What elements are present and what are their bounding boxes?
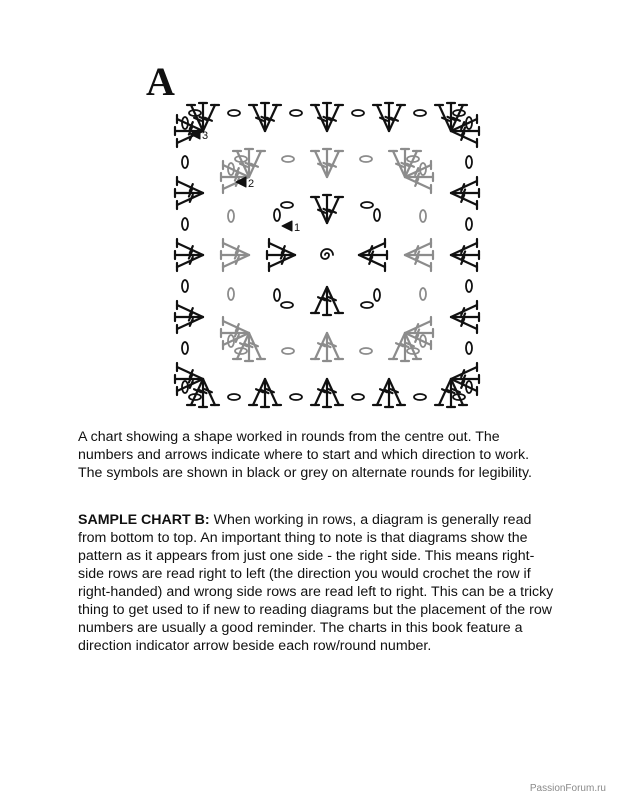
round-3-chain xyxy=(182,218,188,230)
chart-caption: A chart showing a shape worked in rounds from the centre out. The numbers and arrows indicate where to start and which direction to work. The symbols are shown in black or grey on alternate rounds for legibility. xyxy=(78,429,532,481)
round-3-chain xyxy=(466,156,472,168)
round-2-arrow-icon xyxy=(236,177,246,187)
round-2-fan xyxy=(311,333,343,361)
round-3-chain xyxy=(182,156,188,168)
round-2-fan xyxy=(405,239,433,271)
round-1-corner-chain xyxy=(374,289,380,301)
round-3-chain xyxy=(466,218,472,230)
round-1-corner-chain xyxy=(274,289,280,301)
round-3-fan xyxy=(451,177,479,209)
round-3-chain xyxy=(466,342,472,354)
round-3-fan xyxy=(311,379,343,407)
round-2-fan xyxy=(221,239,249,271)
round-1-corner-chain xyxy=(281,202,293,208)
round-3-chain xyxy=(290,394,302,400)
round-2-chain xyxy=(360,348,372,354)
round-3-chain xyxy=(182,342,188,354)
round-3-chain xyxy=(414,110,426,116)
round-1-corner-chain xyxy=(374,209,380,221)
round-3-fan xyxy=(311,103,343,131)
round-2-chain xyxy=(420,288,426,300)
round-1-corner-chain xyxy=(361,202,373,208)
magic-ring-spiral xyxy=(321,249,333,259)
round-3-chain xyxy=(228,110,240,116)
round-2-chain xyxy=(228,288,234,300)
round-1-fan xyxy=(311,195,343,223)
round-3-fan xyxy=(249,103,281,131)
round-2-chain xyxy=(420,210,426,222)
round-3-chain xyxy=(290,110,302,116)
crochet-chart-diagram xyxy=(172,100,482,410)
round-1-arrow-icon xyxy=(282,221,292,231)
round-3-fan xyxy=(451,239,479,271)
round-number-1: 1 xyxy=(294,222,301,234)
round-3-chain xyxy=(352,110,364,116)
watermark: PassionForum.ru xyxy=(529,783,606,794)
sample-chart-heading: SAMPLE CHART B: xyxy=(78,512,210,528)
round-2-chain xyxy=(228,210,234,222)
round-3-chain xyxy=(414,394,426,400)
sample-chart-text: When working in rows, a diagram is generally read from bottom to top. An important thing to note is that diagrams show the pattern as it appears from just one side - the right side. This means right-side rows are read right to left (the direction you would crochet the row if right-handed) and wrong side rows are read left to right. This can be a tricky thing to get used to if new to reading diagrams but the placement of the row numbers are usually a good reminder. The charts in this book feature a direction indicator arrow beside each row/round number. xyxy=(78,512,554,654)
round-2-chain xyxy=(282,156,294,162)
round-2-chain xyxy=(282,348,294,354)
round-1-fan xyxy=(311,287,343,315)
round-3-fan xyxy=(175,301,203,333)
round-3-chain xyxy=(466,280,472,292)
round-3-chain xyxy=(228,394,240,400)
chart-letter: A xyxy=(146,59,175,104)
round-3-fan xyxy=(175,239,203,271)
round-3-fan xyxy=(175,177,203,209)
round-3-chain xyxy=(182,280,188,292)
round-3-fan xyxy=(373,103,405,131)
round-2-chain xyxy=(360,156,372,162)
round-1-fan xyxy=(267,239,295,271)
round-1-fan xyxy=(359,239,387,271)
round-3-fan xyxy=(373,379,405,407)
round-1-corner-chain xyxy=(361,302,373,308)
round-3-fan xyxy=(451,301,479,333)
round-number-2: 2 xyxy=(248,178,255,190)
round-1-corner-chain xyxy=(281,302,293,308)
round-3-fan xyxy=(249,379,281,407)
round-3-chain xyxy=(352,394,364,400)
round-2-fan xyxy=(311,149,343,177)
sample-chart-b-paragraph xyxy=(78,511,556,655)
round-number-3: 3 xyxy=(202,130,209,142)
round-1-corner-chain xyxy=(274,209,280,221)
